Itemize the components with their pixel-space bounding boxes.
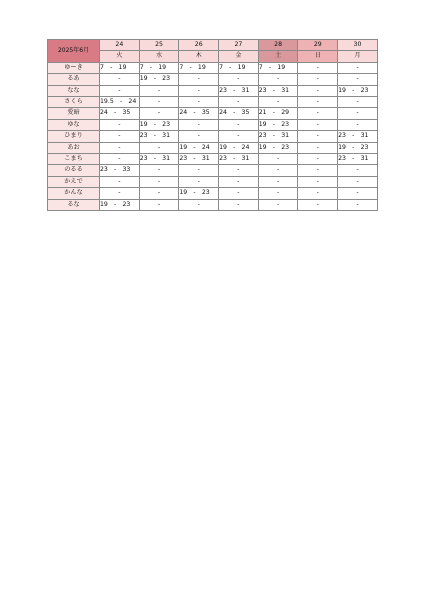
shift-cell: - — [179, 165, 219, 176]
shift-cell: - — [258, 199, 298, 210]
shift-cell: - — [258, 188, 298, 199]
shift-cell: 23 - 31 — [258, 131, 298, 142]
table-row — [48, 188, 378, 199]
shift-cell: - — [219, 199, 259, 210]
shift-cell: - — [258, 97, 298, 108]
shift-cell: - — [258, 176, 298, 187]
staff-name: ひまり — [48, 131, 100, 142]
shift-cell: 24 - 35 — [100, 108, 140, 119]
shift-cell: - — [338, 199, 378, 210]
weekday-label: 木 — [179, 51, 219, 62]
shift-cell: 19 - 23 — [338, 85, 378, 96]
shift-cell: 19 - 23 — [100, 199, 140, 210]
shift-cell: 19 - 23 — [139, 119, 179, 130]
shift-cell: - — [139, 176, 179, 187]
shift-cell: 7 - 19 — [139, 62, 179, 73]
table-row — [48, 131, 378, 142]
weekday-label: 日 — [298, 51, 338, 62]
day-number: 24 — [100, 40, 140, 51]
table-row — [48, 119, 378, 130]
shift-cell: - — [298, 85, 338, 96]
shift-cell: - — [219, 131, 259, 142]
header-row-dates — [48, 40, 378, 51]
shift-cell: - — [298, 108, 338, 119]
table-row — [48, 74, 378, 85]
shift-cell: - — [219, 176, 259, 187]
shift-cell: 7 - 19 — [258, 62, 298, 73]
shift-cell: 19.5 - 24 — [100, 97, 140, 108]
shift-cell: 19 - 23 — [139, 74, 179, 85]
shift-cell: - — [100, 154, 140, 165]
shift-cell: 21 - 29 — [258, 108, 298, 119]
staff-name: かえで — [48, 176, 100, 187]
shift-cell: - — [100, 188, 140, 199]
shift-cell: - — [100, 119, 140, 130]
shift-cell: - — [298, 188, 338, 199]
shift-cell: - — [179, 199, 219, 210]
shift-cell: 23 - 31 — [179, 154, 219, 165]
table-row — [48, 165, 378, 176]
shift-cell: 7 - 19 — [179, 62, 219, 73]
shift-cell: - — [298, 176, 338, 187]
table-row — [48, 108, 378, 119]
shift-cell: - — [338, 119, 378, 130]
shift-cell: - — [298, 199, 338, 210]
shift-cell: - — [338, 97, 378, 108]
day-number: 27 — [219, 40, 259, 51]
day-number: 26 — [179, 40, 219, 51]
shift-cell: 23 - 31 — [258, 85, 298, 96]
day-number: 30 — [338, 40, 378, 51]
shift-cell: - — [179, 74, 219, 85]
schedule-body — [48, 62, 378, 210]
shift-cell: - — [139, 199, 179, 210]
weekday-label: 月 — [338, 51, 378, 62]
shift-cell: - — [179, 97, 219, 108]
month-label: 2025年6月 — [48, 40, 100, 63]
staff-name: るあ — [48, 74, 100, 85]
table-row — [48, 97, 378, 108]
shift-cell: - — [139, 108, 179, 119]
shift-cell: - — [298, 119, 338, 130]
shift-cell: - — [338, 62, 378, 73]
shift-cell: - — [338, 74, 378, 85]
table-row — [48, 176, 378, 187]
staff-name: ゆーき — [48, 62, 100, 73]
shift-cell: - — [258, 165, 298, 176]
shift-cell: - — [179, 119, 219, 130]
weekday-label: 火 — [100, 51, 140, 62]
shift-cell: 23 - 31 — [139, 154, 179, 165]
shift-cell: 23 - 31 — [219, 85, 259, 96]
staff-name: さくら — [48, 97, 100, 108]
shift-cell: - — [219, 188, 259, 199]
shift-cell: - — [139, 165, 179, 176]
shift-cell: - — [179, 85, 219, 96]
shift-cell: 7 - 19 — [219, 62, 259, 73]
shift-cell: - — [258, 154, 298, 165]
staff-name: るな — [48, 199, 100, 210]
shift-cell: - — [298, 165, 338, 176]
shift-cell: 23 - 31 — [338, 131, 378, 142]
staff-name: ゆな — [48, 119, 100, 130]
shift-cell: 19 - 23 — [338, 142, 378, 153]
table-row — [48, 142, 378, 153]
shift-cell: - — [139, 142, 179, 153]
shift-cell: - — [100, 176, 140, 187]
shift-cell: - — [100, 142, 140, 153]
shift-cell: - — [338, 176, 378, 187]
shift-cell: - — [258, 74, 298, 85]
shift-cell: - — [219, 119, 259, 130]
shift-cell: - — [100, 74, 140, 85]
shift-cell: 19 - 23 — [179, 188, 219, 199]
shift-cell: - — [179, 131, 219, 142]
shift-cell: 24 - 35 — [179, 108, 219, 119]
shift-cell: 23 - 31 — [219, 154, 259, 165]
shift-cell: - — [100, 131, 140, 142]
shift-cell: - — [298, 142, 338, 153]
shift-cell: - — [219, 97, 259, 108]
weekday-label: 金 — [219, 51, 259, 62]
shift-cell: - — [298, 154, 338, 165]
shift-cell: - — [179, 176, 219, 187]
shift-cell: - — [139, 85, 179, 96]
shift-cell: - — [139, 188, 179, 199]
shift-cell: 19 - 24 — [179, 142, 219, 153]
weekday-label: 水 — [139, 51, 179, 62]
shift-cell: - — [338, 188, 378, 199]
shift-cell: 23 - 33 — [100, 165, 140, 176]
shift-cell: - — [298, 62, 338, 73]
day-number: 25 — [139, 40, 179, 51]
staff-name: のるる — [48, 165, 100, 176]
staff-name: 愛暗 — [48, 108, 100, 119]
shift-schedule-table — [47, 39, 378, 211]
shift-cell: - — [139, 97, 179, 108]
shift-cell: - — [100, 85, 140, 96]
table-row — [48, 62, 378, 73]
shift-cell: 19 - 24 — [219, 142, 259, 153]
shift-cell: - — [298, 74, 338, 85]
shift-cell: - — [219, 74, 259, 85]
shift-cell: 23 - 31 — [338, 154, 378, 165]
shift-cell: 23 - 31 — [139, 131, 179, 142]
table-row — [48, 85, 378, 96]
shift-cell: 24 - 35 — [219, 108, 259, 119]
staff-name: あお — [48, 142, 100, 153]
shift-cell: 19 - 23 — [258, 142, 298, 153]
day-number: 28 — [258, 40, 298, 51]
shift-cell: - — [298, 131, 338, 142]
shift-cell: 7 - 19 — [100, 62, 140, 73]
table-row — [48, 154, 378, 165]
shift-cell: - — [219, 165, 259, 176]
staff-name: なな — [48, 85, 100, 96]
shift-cell: - — [338, 165, 378, 176]
weekday-label: 土 — [258, 51, 298, 62]
staff-name: こまち — [48, 154, 100, 165]
shift-cell: - — [298, 97, 338, 108]
shift-cell: - — [338, 108, 378, 119]
day-number: 29 — [298, 40, 338, 51]
table-row — [48, 199, 378, 210]
staff-name: かんな — [48, 188, 100, 199]
shift-cell: 19 - 23 — [258, 119, 298, 130]
